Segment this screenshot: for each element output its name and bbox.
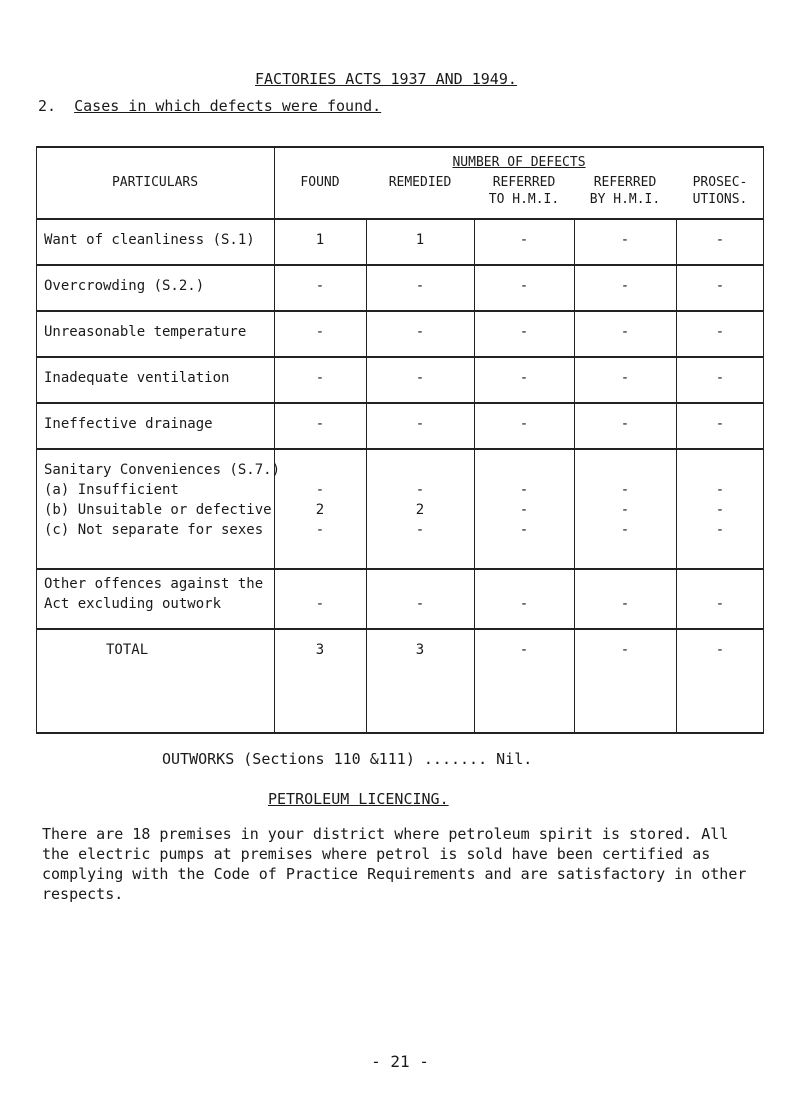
section-heading — [38, 97, 381, 115]
row-label: Ineffective drainage — [44, 416, 213, 432]
column-header-referred-by-hmi: REFERRED BY H.M.I. — [589, 175, 661, 207]
section-number: 2. — [38, 97, 57, 115]
page-number: - 21 - — [371, 1052, 429, 1071]
row-label: Overcrowding (S.2.) — [44, 278, 205, 294]
defects-table: PARTICULARS NUMBER OF DEFECTS FOUND REMEDIED REFERRED TO H.M.I. REFERRED BY H.M.I. PROSEC- UTIONS. Want of cleanliness (S.1) 1 1 - - - Overcrowding (S.2.) - - - - - Unreasonable temperature - - - - - Inadequate ventilation - - - - - Ineffective drainage - - - - - Sanitary Conveniences (S.7.) (a) Insufficient - - - - - (b) Unsuitable or defective 2 2 - - - (c) Not separate for sexes - - - - - Other offences against the Act excluding outwork - - - - - TOTAL 3 3 - - - — [36, 146, 764, 734]
sanitary-sub-a: (a) Insufficient — [44, 482, 179, 498]
number-of-defects-header: NUMBER OF DEFECTS — [452, 155, 586, 170]
column-header-remedied: REMEDIED — [388, 175, 452, 190]
petroleum-heading: PETROLEUM LICENCING. — [268, 790, 449, 808]
row-label: Unreasonable temperature — [44, 324, 247, 340]
page-title: FACTORIES ACTS 1937 AND 1949. — [255, 70, 517, 88]
other-offences-line1: Other offences against the — [44, 576, 264, 592]
particulars-header: PARTICULARS — [111, 175, 199, 190]
total-label: TOTAL — [106, 642, 149, 658]
sanitary-heading: Sanitary Conveniences (S.7.) — [44, 462, 281, 478]
petroleum-paragraph: There are 18 premises in your district where petroleum spirit is stored. All the electric pumps at premises where petrol is sold have been certified as complying with the Code of Practice Requirements and are satisfactory in other respects. — [42, 825, 747, 903]
other-offences-line2: Act excluding outwork — [44, 596, 222, 612]
row-label: Inadequate ventilation — [44, 370, 230, 386]
column-header-prosecutions: PROSEC- UTIONS. — [692, 175, 748, 207]
row-label: Want of cleanliness (S.1) — [44, 232, 255, 248]
outworks-line: OUTWORKS (Sections 110 &111) ....... Nil. — [162, 750, 533, 768]
sanitary-sub-c: (c) Not separate for sexes — [44, 522, 264, 538]
section-title: Cases in which defects were found. — [74, 97, 382, 115]
column-header-found: FOUND — [300, 175, 340, 190]
sanitary-sub-b: (b) Unsuitable or defective — [44, 502, 272, 518]
column-header-referred-to-hmi: REFERRED TO H.M.I. — [488, 175, 560, 207]
